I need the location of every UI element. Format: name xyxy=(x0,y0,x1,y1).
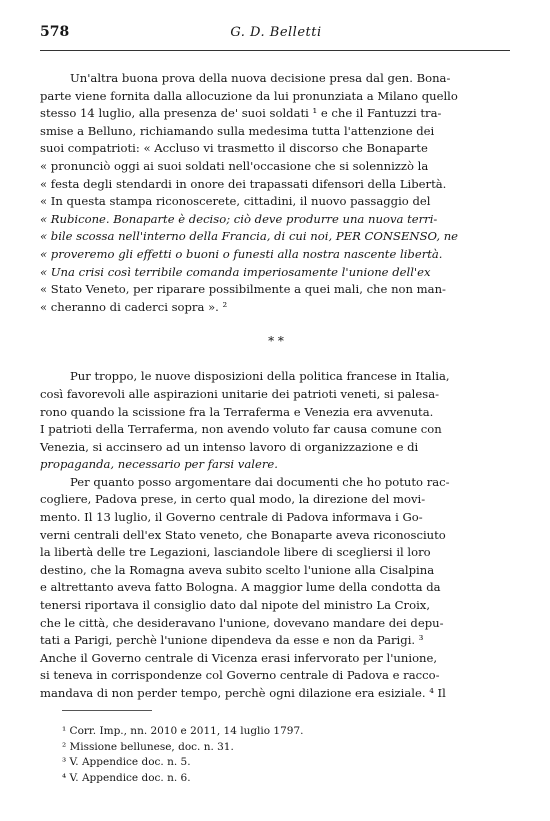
footnote-3: ³ V. Appendice doc. n. 5. xyxy=(62,756,191,768)
text-line: tenersi riportava il consiglio dato dal nipote del ministro La Croix, xyxy=(40,598,431,613)
text-line: « In questa stampa riconoscerete, cittadini, il nuovo passaggio del xyxy=(40,194,431,209)
text-line: Per quanto posso argomentare dai documenti che ho potuto rac- xyxy=(70,474,450,489)
text-line: suoi compatrioti: « Accluso vi trasmetto il discorso che Bonaparte xyxy=(40,141,428,156)
text-line: che le città, che desideravano l'unione, dovevano mandare dei depu- xyxy=(40,615,444,630)
text-line: cogliere, Padova prese, in certo qual modo, la direzione del movi- xyxy=(40,492,426,507)
text-line: si teneva in corrispondenze col Governo centrale di Padova e racco- xyxy=(40,668,440,683)
text-line: Venezia, si accinsero ad un intenso lavoro di organizzazione e di xyxy=(40,439,419,454)
footnote-1: ¹ Corr. Imp., nn. 2010 e 2011, 14 luglio 1797. xyxy=(62,725,304,737)
footnote-separator xyxy=(62,710,152,711)
text-line: I patrioti della Terraferma, non avendo voluto far causa comune con xyxy=(40,422,442,437)
text-line: Anche il Governo centrale di Vicenza erasi infervorato per l'unione, xyxy=(40,650,438,665)
page-header xyxy=(40,24,512,46)
paragraph-3 xyxy=(40,474,512,703)
text-line: destino, che la Romagna aveva subito scelto l'unione alla Cisalpina xyxy=(40,562,435,577)
text-line: tati a Parigi, perchè l'unione dipendeva da esse e non da Parigi. ³ xyxy=(40,633,424,648)
text-line: stesso 14 luglio, alla presenza de' suoi soldati ¹ e che il Fantuzzi tra- xyxy=(40,106,442,121)
page-number: 578 xyxy=(40,24,70,40)
text-line: « proveremo gli effetti o buoni o funesti alla nostra nascente libertà. xyxy=(40,246,443,261)
footnotes xyxy=(62,724,502,786)
text-line: « cheranno di caderci sopra ». ² xyxy=(40,299,228,314)
text-line: mento. Il 13 luglio, il Governo centrale di Padova informava i Go- xyxy=(40,510,423,525)
text-line: mandava di non perder tempo, perchè ogni dilazione era esiziale. ⁴ Il xyxy=(40,686,446,700)
footnote-4: ⁴ V. Appendice doc. n. 6. xyxy=(62,771,191,784)
body-text xyxy=(40,70,512,703)
header-rule xyxy=(40,50,510,51)
text-line: Pur troppo, le nuove disposizioni della politica francese in Italia, xyxy=(70,369,450,384)
text-line: « Rubicone. Bonaparte è deciso; ciò deve produrre una nuova terri- xyxy=(40,211,438,226)
text-line: « pronunciò oggi ai suoi soldati nell'occasione che si solennizzò la xyxy=(40,158,429,173)
text-line: la libertà delle tre Legazioni, lasciandole libere di scegliersi il loro xyxy=(40,545,431,560)
footnote-2: ² Missione bellunese, doc. n. 31. xyxy=(62,740,234,753)
text-line: rono quando la scissione fra la Terraferma e Venezia era avvenuta. xyxy=(40,404,434,419)
text-line: « bile scossa nell'interno della Francia, di cui noi, PER CONSENSO, ne xyxy=(40,229,459,244)
section-asterism: * * xyxy=(268,334,284,349)
text-line: smise a Belluno, richiamando sulla medesima tutta l'attenzione dei xyxy=(40,123,435,138)
text-line: Un'altra buona prova della nuova decisione presa dal gen. Bona- xyxy=(70,71,451,85)
paragraph-2 xyxy=(40,368,512,474)
paragraph-1 xyxy=(40,70,512,316)
text-line: « Stato Veneto, per riparare possibilmente a quei mali, che non man- xyxy=(40,282,446,297)
text-line: propaganda, necessario per farsi valere. xyxy=(40,457,278,472)
text-line: « Una crisi così terribile comanda imperiosamente l'unione dell'ex xyxy=(40,264,431,279)
text-line: così favorevoli alle aspirazioni unitarie dei patrioti veneti, si palesa- xyxy=(40,386,440,401)
text-line: « festa degli stendardi in onore dei trapassati difensori della Libertà. xyxy=(40,176,447,191)
text-line: verni centrali dell'ex Stato veneto, che Bonaparte aveva riconosciuto xyxy=(40,527,446,542)
running-head: G. D. Belletti xyxy=(230,25,322,40)
text-line: parte viene fornita dalla allocuzione da lui pronunziata a Milano quello xyxy=(40,88,458,103)
text-line: e altrettanto aveva fatto Bologna. A maggior lume della condotta da xyxy=(40,580,441,595)
